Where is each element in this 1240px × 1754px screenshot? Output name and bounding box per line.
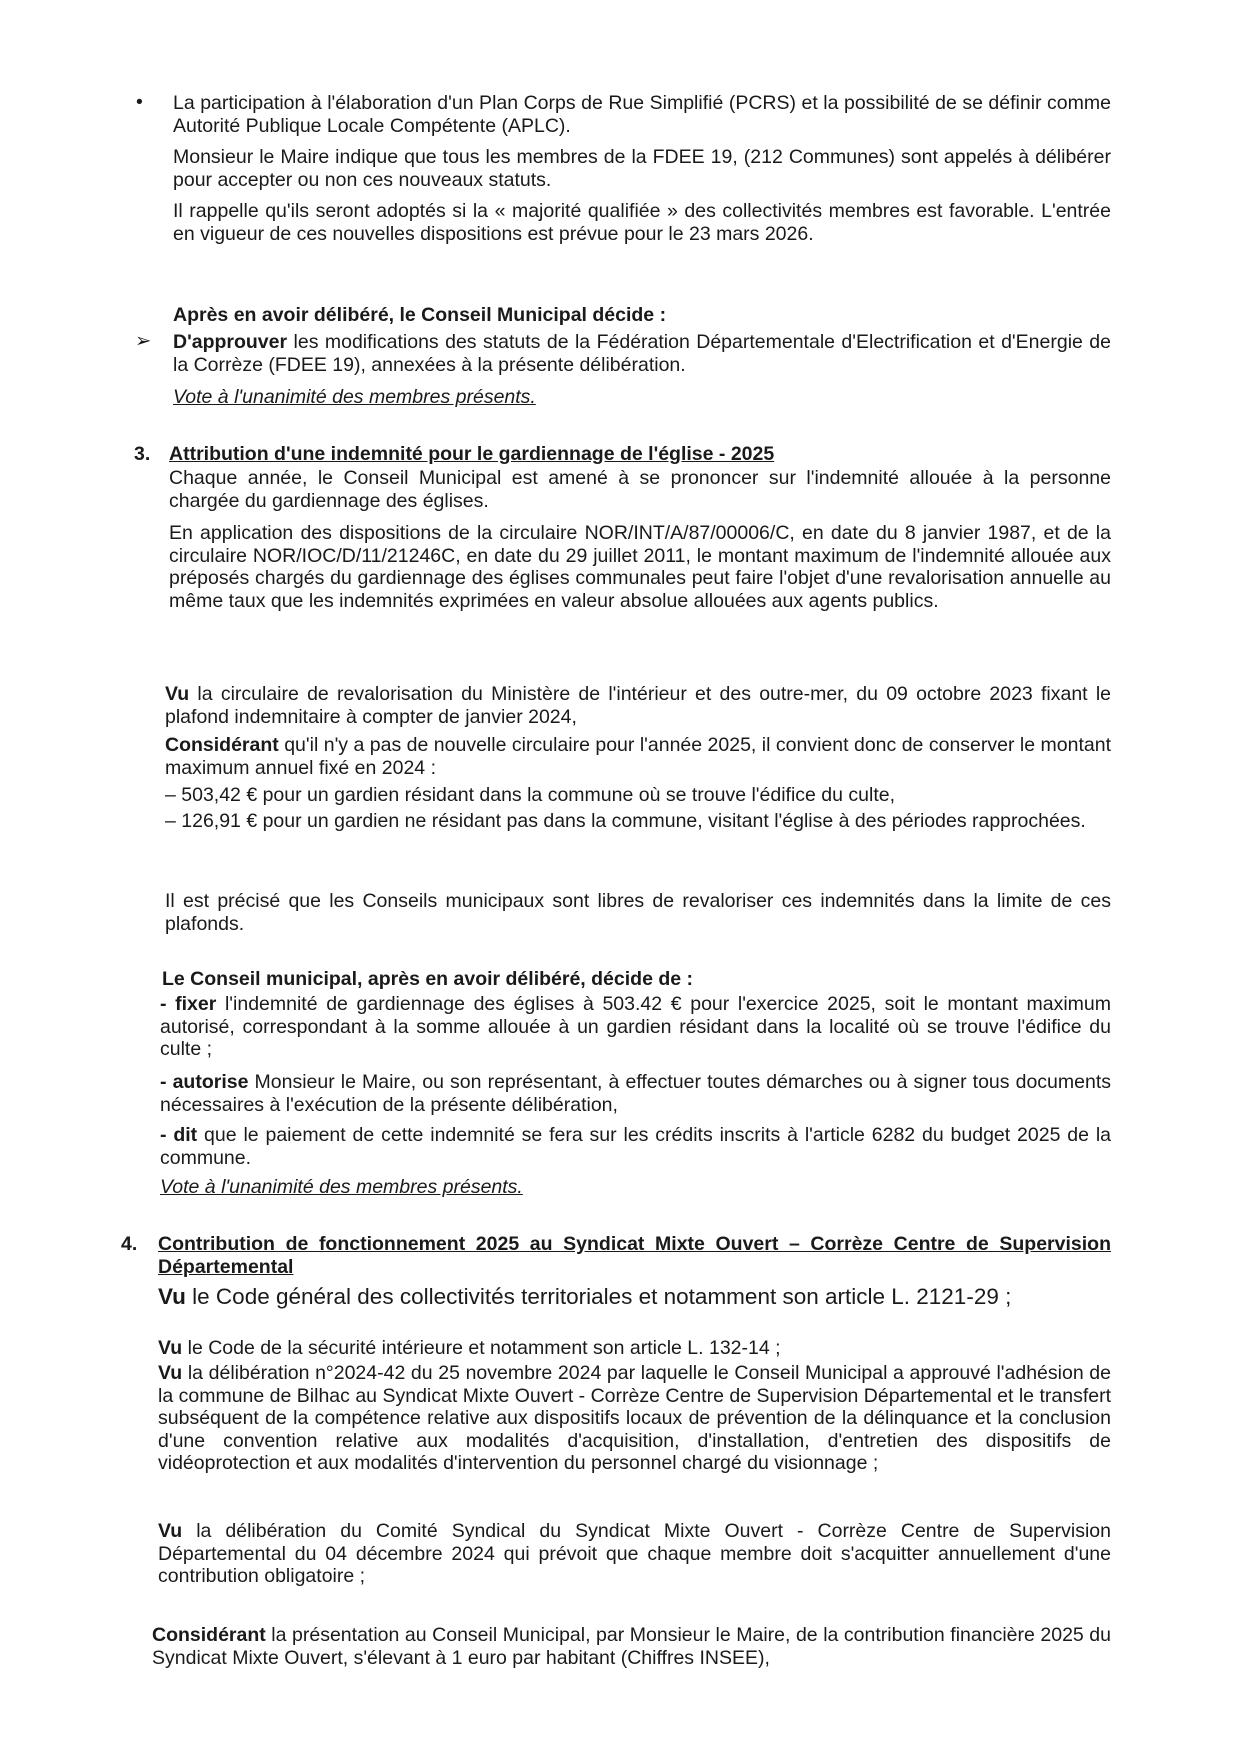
considerant-bold: Considérant (165, 734, 279, 756)
section-3-intro: Chaque année, le Conseil Municipal est amené à se prononcer sur l'indemnité allouée à la personne chargée du gardiennage des églises. (169, 467, 1111, 512)
vu1-bold: Vu (158, 1284, 186, 1309)
vu-bold: Vu (165, 683, 190, 705)
paragraph-members-called: Monsieur le Maire indique que tous les membres de la FDEE 19, (212 Communes) sont appelés à délibérer pour accepter ou non ces nouveaux statuts. (173, 146, 1111, 191)
fixer-text: l'indemnité de gardiennage des églises à 503.42 € pour l'exercice 2025, soit le montant maximum autorisé, correspondant à la somme allouée à un gardien résidant dans la localité où se trouve l'édifice du culte ; (160, 993, 1111, 1061)
bullet-marker: • (136, 91, 143, 113)
paragraph-qualified-majority: Il rappelle qu'ils seront adoptés si la « majorité qualifiée » des collectivités membres est favorable. L'entrée en vigueur de ces nouvelles dispositions est prévue pour le 23 mars 2026. (173, 200, 1111, 245)
vu4-bold: Vu (158, 1520, 183, 1542)
arrow-bullet-icon: ➢ (135, 330, 152, 352)
vu1-text: le Code général des collectivités territoriales et notamment son article L. 2121-29 ; (185, 1284, 1012, 1309)
autorise-bold: - autorise (160, 1071, 249, 1093)
decision-dit (160, 1124, 1111, 1169)
vu-text: la circulaire de revalorisation du Ministère de l'intérieur et des outre-mer, du 09 octobre 2023 fixant le plafond indemnitaire à compter de janvier 2024, (165, 683, 1111, 728)
section-3-number: 3. (134, 443, 151, 465)
amount-non-resident: – 126,91 € pour un gardien ne résidant pas dans la commune, visitant l'église à des périodes rapprochées. (165, 810, 1086, 832)
section-3-precision: Il est précisé que les Conseils municipaux sont libres de revaloriser ces indemnités dans la limite de ces plafonds. (165, 890, 1111, 935)
section-3-application: En application des dispositions de la circulaire NOR/INT/A/87/00006/C, en date du 8 janvier 1987, et de la circulaire NOR/IOC/D/11/21246C, en date du 29 juillet 2011, le montant maximum de l'indemnité allouée aux préposés chargés du gardiennage des églises communales peut faire l'objet d'une revalorisation annuelle au même taux que les indemnités exprimées en valeur absolue allouées aux agents publics. (169, 522, 1111, 612)
vu4-text: la délibération du Comité Syndical du Syndicat Mixte Ouvert - Corrèze Centre de Supervision Départemental du 04 décembre 2024 qui prévoit que chaque membre doit s'acquitter annuellement d'une contribution obligatoire ; (158, 1520, 1111, 1588)
decision-heading-fdee: Après en avoir délibéré, le Conseil Municipal décide : (173, 304, 667, 326)
considerant-text: qu'il n'y a pas de nouvelle circulaire pour l'année 2025, il convient donc de conserver le montant maximum annuel fixé en 2024 : (165, 734, 1111, 779)
vu3-bold: Vu (158, 1362, 183, 1384)
vote-unanimity-gardiennage: Vote à l'unanimité des membres présents. (160, 1176, 523, 1198)
section-4-vu-cgct (158, 1285, 1098, 1309)
decision-approve-bold: D'approuver (173, 331, 288, 353)
dit-bold: - dit (160, 1124, 198, 1146)
section-4-vu-csi (158, 1337, 1111, 1360)
vu2-bold: Vu (158, 1337, 183, 1359)
vote-unanimity-fdee: Vote à l'unanimité des membres présents. (173, 386, 536, 408)
considerant4-bold: Considérant (152, 1624, 266, 1646)
vu2-text: le Code de la sécurité intérieure et notamment son article L. 132-14 ; (182, 1337, 781, 1359)
dit-text: que le paiement de cette indemnité se fera sur les crédits inscrits à l'article 6282 du budget 2025 de la commune. (160, 1124, 1112, 1169)
decision-fixer (160, 993, 1111, 1061)
section-4-vu-comite-syndical (158, 1520, 1111, 1588)
autorise-text: Monsieur le Maire, ou son représentant, à effectuer toutes démarches ou à signer tous documents nécessaires à l'exécution de la présente délibération, (160, 1071, 1111, 1116)
section-3-vu (165, 683, 1111, 728)
vu3-text: la délibération n°2024-42 du 25 novembre 2024 par laquelle le Conseil Municipal a approuvé l'adhésion de la commune de Bilhac au Syndicat Mixte Ouvert - Corrèze Centre de Supervision Départemental et le transfert subséquent de la compétence relative aux dispositifs locaux de prévention de la délinquance et la conclusion d'une convention relative aux modalités d'acquisition, d'installation, d'entretien des dispositifs de vidéoprotection et aux modalités d'intervention du personnel chargé du visionnage ; (158, 1362, 1111, 1475)
fixer-bold: - fixer (160, 993, 217, 1015)
section-4-considerant (152, 1624, 1111, 1669)
decision-approve-statutes (173, 331, 1111, 376)
considerant4-text: la présentation au Conseil Municipal, par Monsieur le Maire, de la contribution financière 2025 du Syndicat Mixte Ouvert, s'élevant à 1 euro par habitant (Chiffres INSEE), (152, 1624, 1111, 1669)
decision-approve-text: les modifications des statuts de la Fédération Départementale d'Electrification et d'Energie de la Corrèze (FDEE 19), annexées à la présente délibération. (173, 331, 1111, 376)
section-3-title: Attribution d'une indemnité pour le gardiennage de l'église - 2025 (169, 443, 775, 465)
amount-resident: – 503,42 € pour un gardien résidant dans la commune où se trouve l'édifice du culte, (165, 784, 896, 806)
section-4-vu-deliberation-2024-42 (158, 1362, 1111, 1475)
section-3-considerant (165, 734, 1111, 779)
section-3-decision-heading: Le Conseil municipal, après en avoir délibéré, décide de : (162, 968, 694, 990)
pcrs-bullet-text: La participation à l'élaboration d'un Plan Corps de Rue Simplifié (PCRS) et la possibilité de se définir comme Autorité Publique Locale Compétente (APLC). (173, 92, 1111, 137)
section-4-title: Contribution de fonctionnement 2025 au Syndicat Mixte Ouvert – Corrèze Centre de Supervision Départemental (158, 1233, 1111, 1278)
section-4-number: 4. (121, 1233, 138, 1255)
decision-autorise (160, 1071, 1111, 1116)
